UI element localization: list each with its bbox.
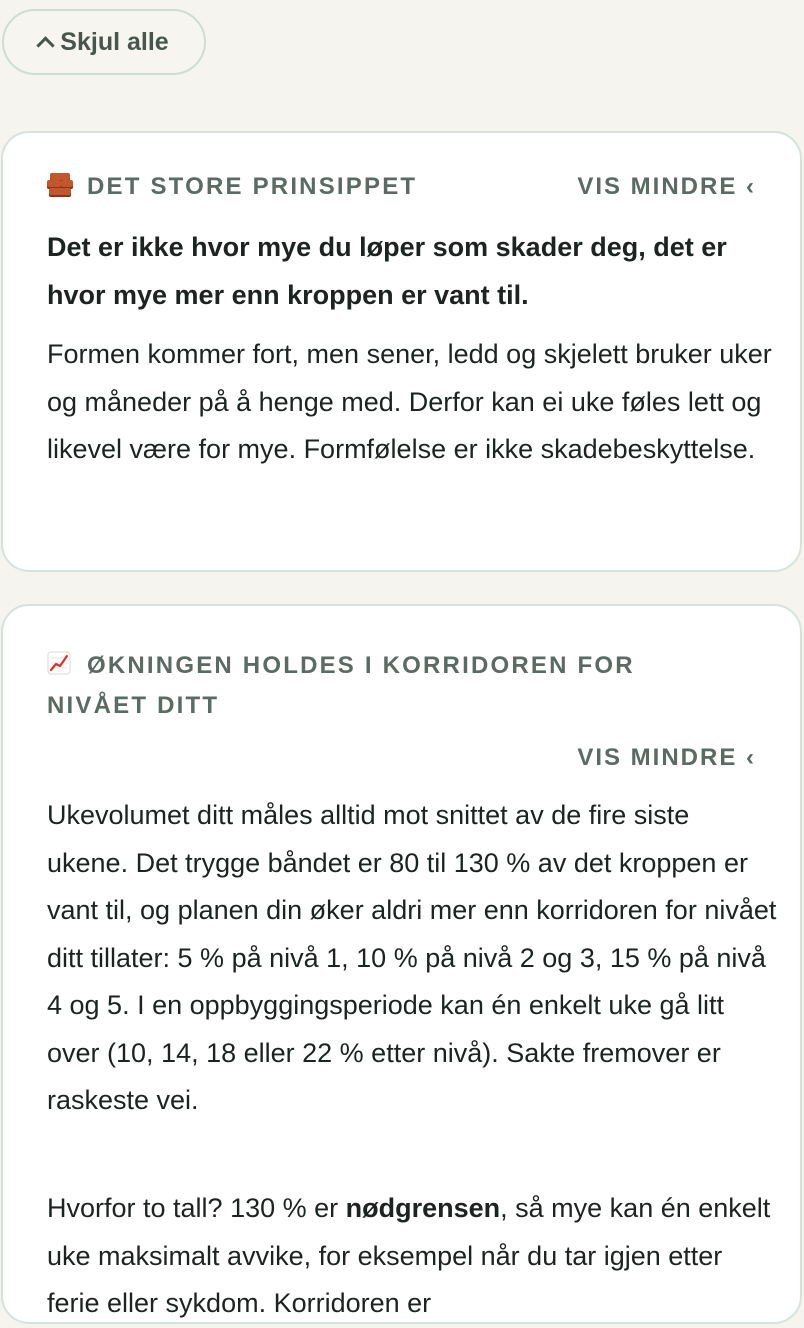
card-header xyxy=(47,173,417,201)
principle-card xyxy=(1,131,802,572)
chevron-up-icon xyxy=(37,36,55,54)
card-body: Ukevolumet ditt måles alltid mot snittet av de fire siste ukene. Det trygge båndet er 80 til 130 % av det kroppen er vant til, og planen din øker aldri mer enn korridoren for nivået ditt tillater: 5 % på nivå 1, 10 % på nivå 2 og 3, 15 % på nivå 4 og 5. I en oppbyggingsperiode kan én enkelt uke gå litt over (10, 14, 18 eller 22 % etter nivå). Sakte fremover er raskeste vei. xyxy=(47,800,777,1115)
chart-increasing-icon xyxy=(47,651,71,675)
emergency-limit-term: nødgrensen xyxy=(345,1193,501,1223)
card-body: Formen kommer fort, men sener, ledd og skjelett bruker uker og måneder på å henge med. Derfor kan ei uke føles lett og likevel være for mye. Formfølelse er ikke skadebeskyttelse. xyxy=(47,339,772,464)
show-less-button[interactable]: VIS MINDRE ‹ xyxy=(577,744,756,771)
bricks-icon xyxy=(47,173,73,197)
card-header xyxy=(47,646,687,726)
body-text-prefix: Hvorfor to tall? 130 % er xyxy=(47,1193,346,1223)
card-lead: Det er ikke hvor mye du løper som skader deg, det er hvor mye mer enn kroppen er vant til. xyxy=(47,232,727,310)
collapse-all-label: Skjul alle xyxy=(60,27,169,56)
body-text-suffix: , så mye kan én enkelt uke maksimalt avvike, for eksempel når du tar igjen etter ferie eller sykdom. Korridoren er xyxy=(47,1193,771,1318)
card-title: ØKNINGEN HOLDES I KORRIDOREN FOR NIVÅET DITT xyxy=(47,652,635,719)
card-title: DET STORE PRINSIPPET xyxy=(87,173,418,200)
card-body-secondary xyxy=(47,1185,777,1328)
collapse-all-button[interactable] xyxy=(2,9,206,75)
corridor-card xyxy=(1,604,802,1324)
show-less-button[interactable]: VIS MINDRE ‹ xyxy=(577,173,756,200)
